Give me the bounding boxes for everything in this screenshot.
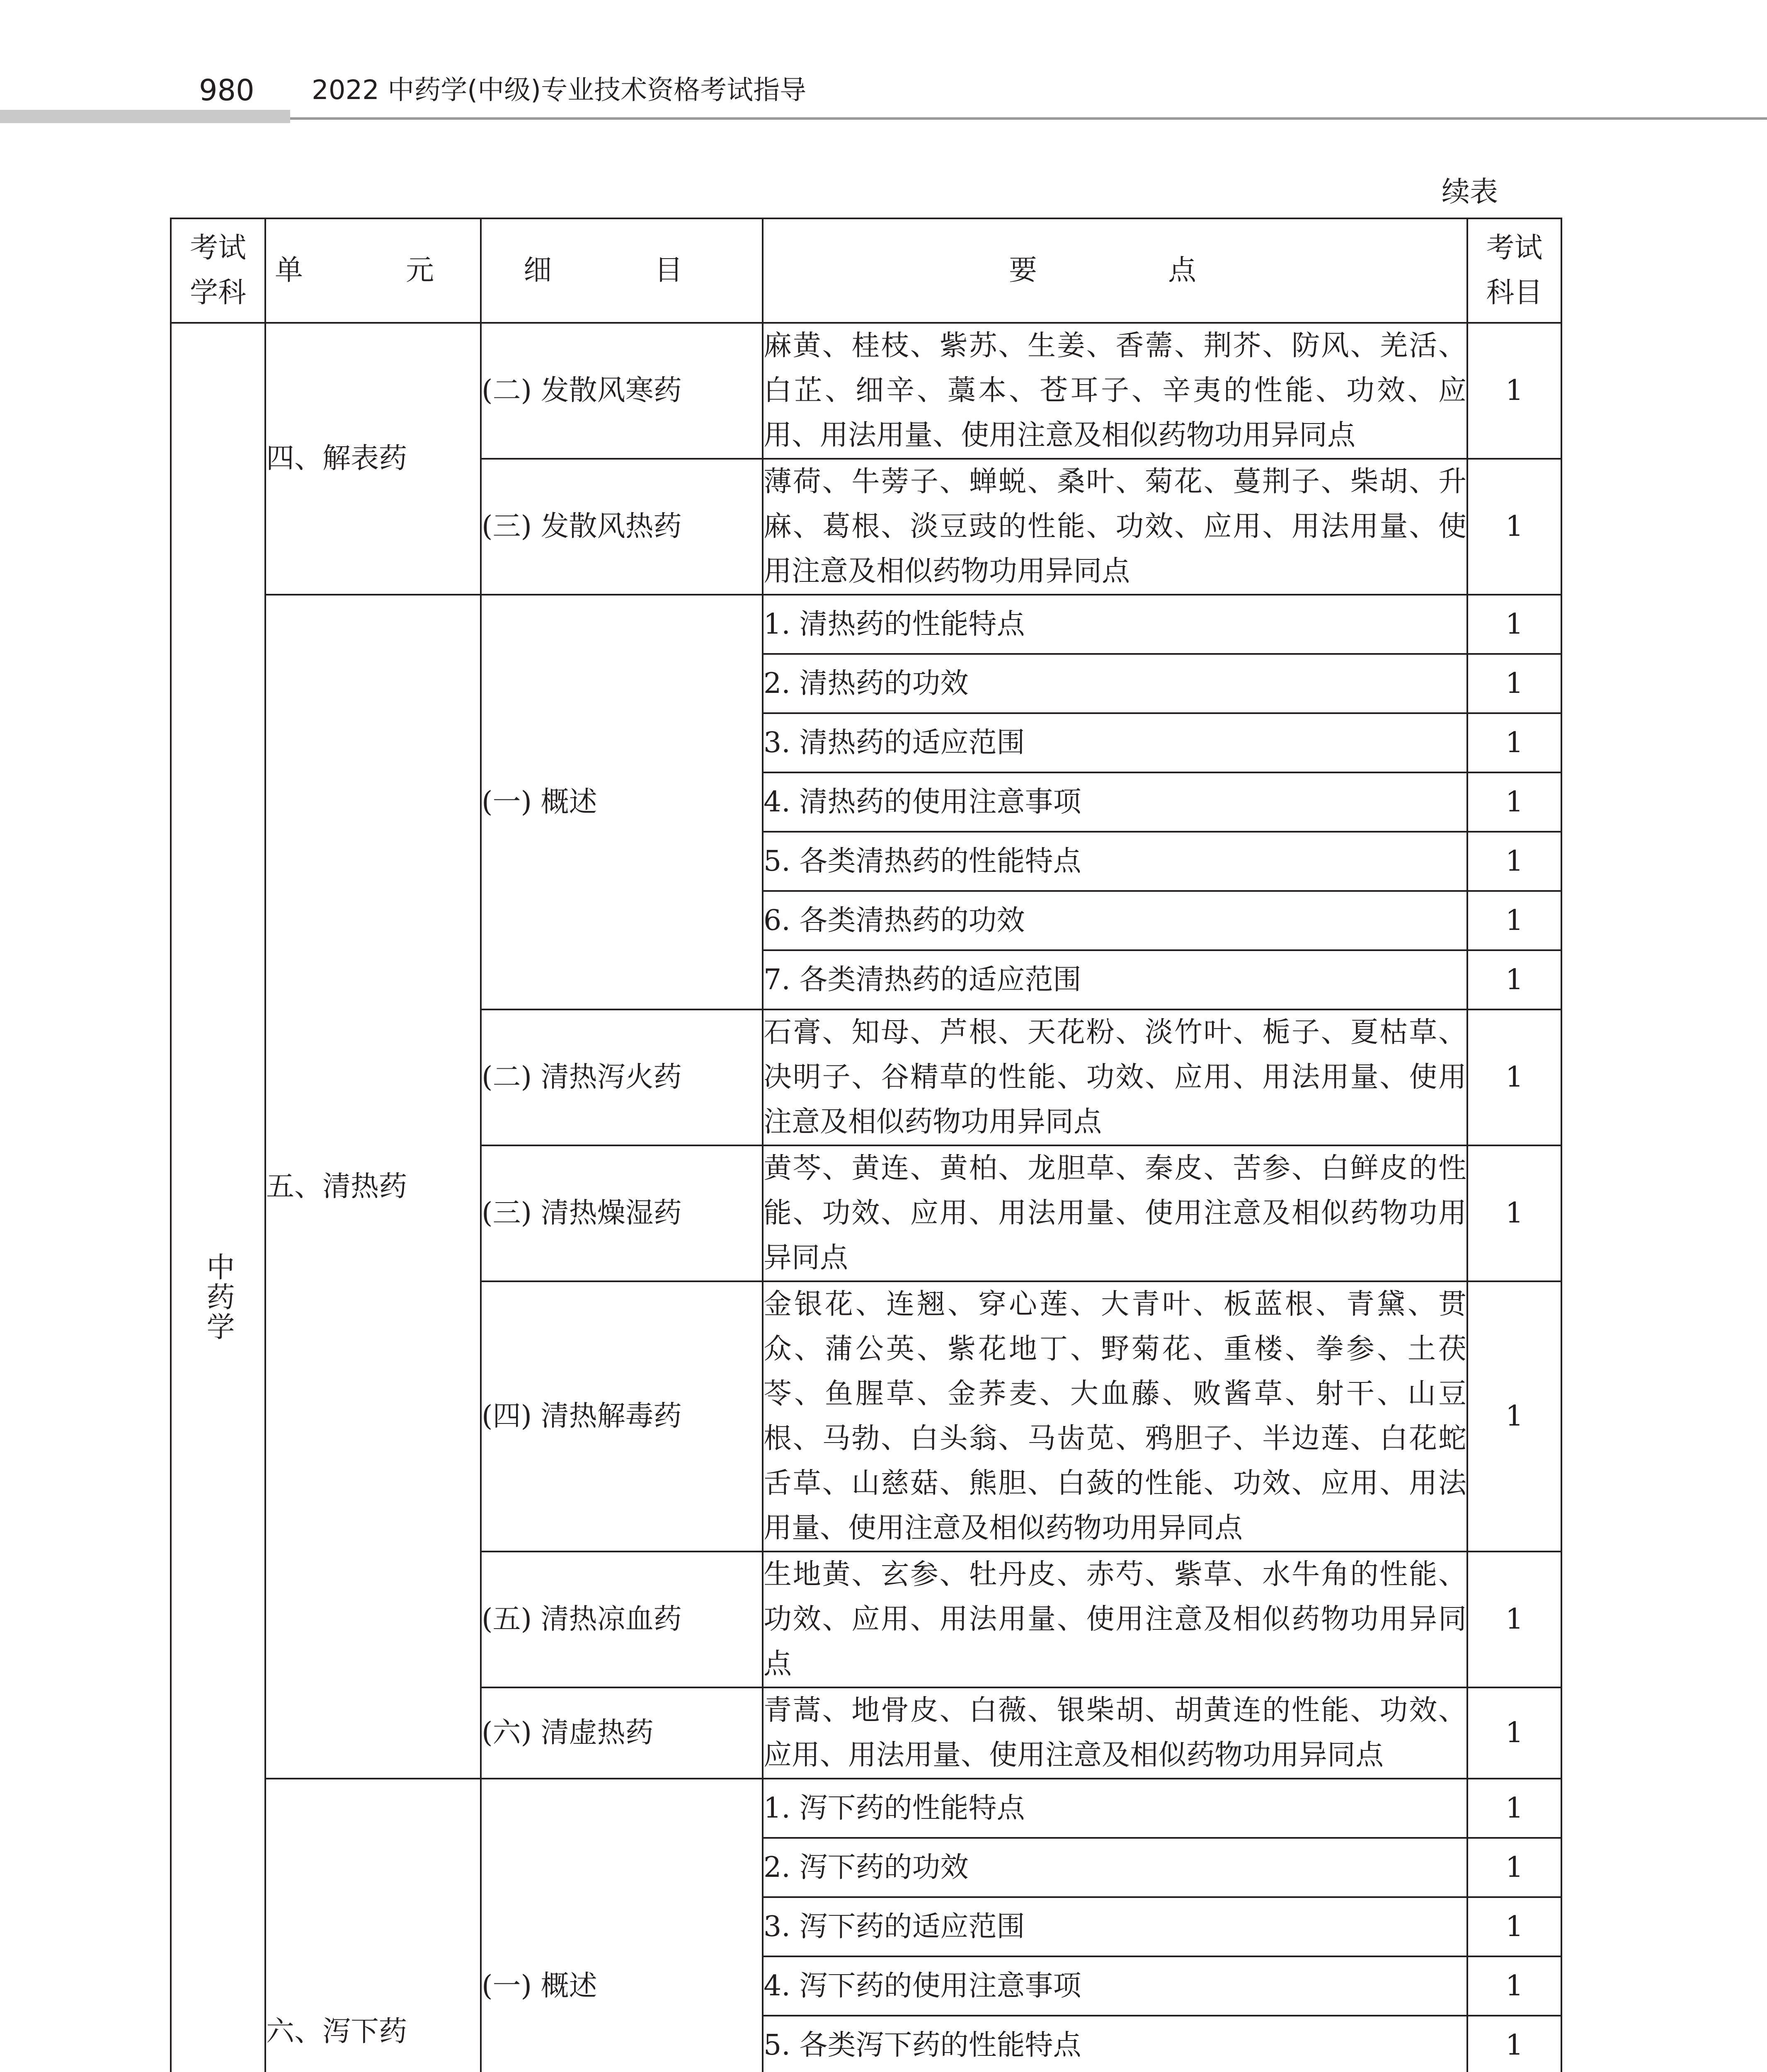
point-cell: 薄荷、牛蒡子、蝉蜕、桑叶、菊花、蔓荆子、柴胡、升麻、葛根、淡豆豉的性能、功效、应用、用法用量、使用注意及相似药物功用异同点 [763,459,1467,595]
exam-cell: 1 [1467,323,1561,459]
header-subject: 考试学科 [171,218,265,323]
point-cell: 5. 各类泻下药的性能特点 [763,2016,1467,2072]
point-cell: 2. 泻下药的功效 [763,1838,1467,1897]
exam-cell: 1 [1467,1552,1561,1687]
detail-cell: (六) 清虚热药 [481,1687,763,1779]
exam-cell: 1 [1467,1009,1561,1145]
point-cell: 4. 清热药的使用注意事项 [763,772,1467,832]
point-cell: 麻黄、桂枝、紫苏、生姜、香薷、荆芥、防风、羌活、白芷、细辛、藁本、苍耳子、辛夷的性能、功效、应用、用法用量、使用注意及相似药物功用异同点 [763,323,1467,459]
point-cell: 青蒿、地骨皮、白薇、银柴胡、胡黄连的性能、功效、应用、用法用量、使用注意及相似药物功用异同点 [763,1687,1467,1779]
exam-cell: 1 [1467,1897,1561,1956]
detail-cell: (二) 清热泻火药 [481,1009,763,1145]
subject-label: 中药学 [202,1252,235,1342]
point-cell: 金银花、连翘、穿心莲、大青叶、板蓝根、青黛、贯众、蒲公英、紫花地丁、野菊花、重楼、拳参、土茯苓、鱼腥草、金荞麦、大血藤、败酱草、射干、山豆根、马勃、白头翁、马齿苋、鸦胆子、半边莲、白花蛇舌草、山慈菇、熊胆、白蔹的性能、功效、应用、用法用量、使用注意及相似药物功用异同点 [763,1281,1467,1552]
exam-cell: 1 [1467,1687,1561,1779]
unit-cell: 五、清热药 [265,595,481,1779]
exam-cell: 1 [1467,1145,1561,1281]
page-number: 980 [199,73,255,107]
exam-cell: 1 [1467,654,1561,713]
table-row [171,595,1561,654]
header-rule [290,117,1767,120]
detail-cell: (二) 发散风寒药 [481,323,763,459]
point-cell: 4. 泻下药的使用注意事项 [763,1956,1467,2016]
header-unit: 单 元 [265,218,481,323]
table-row [171,323,1561,459]
exam-cell: 1 [1467,1779,1561,1838]
point-cell: 3. 泻下药的适应范围 [763,1897,1467,1956]
detail-cell: (四) 清热解毒药 [481,1281,763,1552]
point-cell: 2. 清热药的功效 [763,654,1467,713]
detail-cell: (一) 概述 [481,595,763,1009]
exam-cell: 1 [1467,2016,1561,2072]
exam-cell: 1 [1467,1956,1561,2016]
point-cell: 5. 各类清热药的性能特点 [763,832,1467,891]
table-row [171,1779,1561,1838]
unit-cell: 六、泻下药 [265,1779,481,2072]
detail-cell: (五) 清热凉血药 [481,1552,763,1687]
syllabus-table [170,218,1562,2072]
point-cell: 石膏、知母、芦根、天花粉、淡竹叶、栀子、夏枯草、决明子、谷精草的性能、功效、应用、用法用量、使用注意及相似药物功用异同点 [763,1009,1467,1145]
header-bar-accent [0,110,290,123]
detail-cell: (一) 概述 [481,1779,763,2072]
exam-cell: 1 [1467,950,1561,1009]
exam-cell: 1 [1467,1281,1561,1552]
point-cell: 3. 清热药的适应范围 [763,713,1467,772]
header-points: 要 点 [763,218,1467,323]
point-cell: 1. 清热药的性能特点 [763,595,1467,654]
point-cell: 6. 各类清热药的功效 [763,891,1467,950]
header-exam: 考试科目 [1467,218,1561,323]
point-cell: 黄芩、黄连、黄柏、龙胆草、秦皮、苦参、白鲜皮的性能、功效、应用、用法用量、使用注意及相似药物功用异同点 [763,1145,1467,1281]
exam-cell: 1 [1467,891,1561,950]
header-detail: 细 目 [481,218,763,323]
unit-cell: 四、解表药 [265,323,481,595]
exam-cell: 1 [1467,713,1561,772]
exam-cell: 1 [1467,595,1561,654]
exam-cell: 1 [1467,1838,1561,1897]
exam-cell: 1 [1467,459,1561,595]
point-cell: 7. 各类清热药的适应范围 [763,950,1467,1009]
point-cell: 1. 泻下药的性能特点 [763,1779,1467,1838]
book-title: 2022 中药学(中级)专业技术资格考试指导 [312,75,807,106]
exam-cell: 1 [1467,832,1561,891]
subject-cell [171,323,265,2072]
detail-cell: (三) 发散风热药 [481,459,763,595]
detail-cell: (三) 清热燥湿药 [481,1145,763,1281]
header-row [171,218,1561,323]
continued-label: 续表 [1442,176,1498,208]
exam-cell: 1 [1467,772,1561,832]
point-cell: 生地黄、玄参、牡丹皮、赤芍、紫草、水牛角的性能、功效、应用、用法用量、使用注意及相似药物功用异同点 [763,1552,1467,1687]
